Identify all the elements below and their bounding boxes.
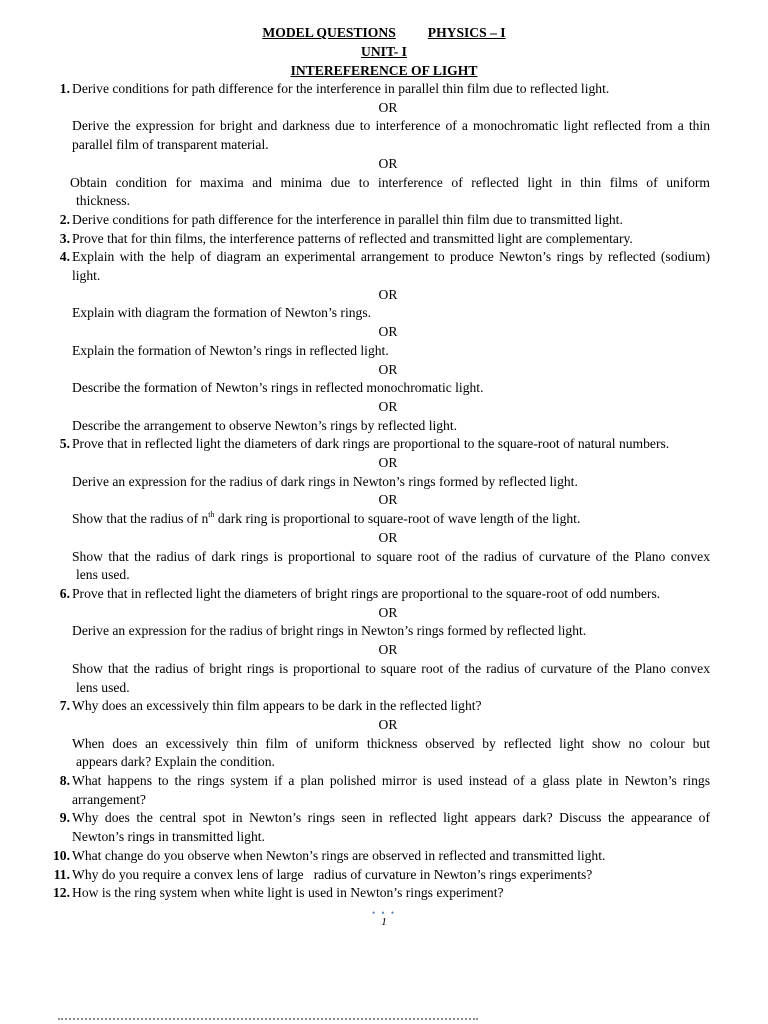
page-number-value: 1 <box>381 916 387 928</box>
question-10 <box>0 847 768 866</box>
question-text: Derive conditions for path difference for the interference in parallel thin film due to transmitted light. <box>72 211 623 227</box>
or-separator: OR <box>378 99 398 115</box>
superscript-th: th <box>208 510 215 520</box>
question-text: What happens to the rings system if a plan polished mirror is used instead of a glass plate in Newton’s rings <box>72 773 710 789</box>
or-separator: OR <box>378 286 398 302</box>
question-text: Why does the central spot in Newton’s rings seen in reflected light appears dark? Discuss the appearance of <box>72 810 710 826</box>
question-number: 4. <box>59 249 70 265</box>
or-separator: OR <box>378 455 398 471</box>
question-number: 5. <box>59 436 70 452</box>
alternative-question-continuation: thickness. <box>76 193 130 209</box>
alternative-question-continuation: lens used. <box>76 567 130 583</box>
alternative-text-end: dark ring is proportional to square-root of wave length of the light. <box>214 511 581 527</box>
alternative-question-continuation: appears dark? Explain the condition. <box>76 754 275 770</box>
question-3 <box>0 230 768 249</box>
alternative-question: Derive the expression for bright and darkness due to interference of a monochromatic light reflected from a thin parallel film of transparent material. <box>72 118 710 153</box>
question-text: Explain with the help of diagram an experimental arrangement to produce Newton’s rings by reflected (sodium) <box>72 249 710 265</box>
question-text: Why does an excessively thin film appears to be dark in the reflected light? <box>72 698 482 714</box>
unit-heading: UNIT- I <box>361 44 407 59</box>
alternative-question: Explain with diagram the formation of Newton’s rings. <box>72 305 372 321</box>
or-separator: OR <box>378 324 398 340</box>
question-number: 2. <box>59 211 70 227</box>
question-2 <box>0 211 768 230</box>
continuation-text: light. <box>72 268 101 284</box>
question-7 <box>0 697 768 716</box>
page-number <box>364 910 404 929</box>
title-subject: PHYSICS – I <box>427 25 506 40</box>
question-5 <box>0 435 768 454</box>
question-number: 10. <box>53 847 70 863</box>
alternative-question: Derive an expression for the radius of dark rings in Newton’s rings formed by reflected light. <box>72 473 578 489</box>
question-list <box>0 80 768 903</box>
question-12 <box>0 884 768 903</box>
alternative-question-line <box>0 192 768 211</box>
question-number: 7. <box>59 698 70 714</box>
question-8 <box>0 772 768 791</box>
or-separator: OR <box>378 529 398 545</box>
alternative-question-line: Show that the radius of dark rings is proportional to square root of the radius of curvature of the Plano convex <box>72 548 710 564</box>
question-number: 1. <box>59 81 70 96</box>
or-separator: OR <box>378 398 398 414</box>
alternative-text-start: Show that the radius of n <box>72 511 209 527</box>
question-text: Prove that in reflected light the diameters of dark rings are proportional to the square-root of natural numbers. <box>72 436 670 452</box>
alternative-question: Describe the arrangement to observe Newton’s rings by reflected light. <box>72 417 458 433</box>
question-number: 6. <box>59 585 70 601</box>
or-separator: OR <box>378 492 398 508</box>
question-text-continuation <box>0 828 768 847</box>
or-separator: OR <box>378 361 398 377</box>
question-text: Derive conditions for path difference for the interference in parallel thin film due to reflected light. <box>72 81 610 96</box>
question-text: Prove that in reflected light the diameters of bright rings are proportional to the square-root of odd numbers. <box>72 585 661 601</box>
document-title <box>0 24 768 43</box>
question-11 <box>0 866 768 885</box>
alternative-question: Describe the formation of Newton’s rings in reflected monochromatic light. <box>72 380 484 396</box>
page-number-dots: • • • <box>372 908 396 918</box>
title-model-questions: MODEL QUESTIONS <box>262 25 396 40</box>
or-separator: OR <box>378 642 398 658</box>
alternative-question <box>0 510 768 529</box>
question-4 <box>0 248 768 267</box>
alternative-question-line: Obtain condition for maxima and minima due to interference of reflected light in thin films of uniform <box>70 174 710 190</box>
alternative-question-line <box>0 679 768 698</box>
question-number: 9. <box>59 810 70 826</box>
alternative-question-line <box>0 753 768 772</box>
alternative-question-line <box>0 566 768 585</box>
continuation-text: Newton’s rings in transmitted light. <box>72 829 265 845</box>
question-number: 8. <box>59 773 70 789</box>
question-text: How is the ring system when white light is used in Newton’s rings experiment? <box>72 885 504 901</box>
or-separator: OR <box>378 604 398 620</box>
alternative-question: Derive an expression for the radius of bright rings in Newton’s rings formed by reflected light. <box>72 623 587 639</box>
question-number: 3. <box>59 230 70 246</box>
question-9 <box>0 809 768 828</box>
question-text: Why do you require a convex lens of large radius of curvature in Newton’s rings experiments? <box>72 866 593 882</box>
question-number: 11. <box>53 866 70 882</box>
alternative-question: Explain the formation of Newton’s rings in reflected light. <box>72 342 389 358</box>
alternative-question-line: Show that the radius of bright rings is proportional to square root of the radius of curvature of the Plano convex <box>72 660 710 676</box>
or-separator: OR <box>378 716 398 732</box>
question-text: Prove that for thin films, the interference patterns of reflected and transmitted light are complementary. <box>72 230 633 246</box>
alternative-question-line: When does an excessively thin film of uniform thickness observed by reflected light show no colour but <box>72 735 710 751</box>
question-1 <box>0 80 768 99</box>
topic-heading: INTEREFERENCE OF LIGHT <box>290 63 478 78</box>
alternative-question-continuation: lens used. <box>76 679 130 695</box>
or-separator: OR <box>378 155 398 171</box>
question-text-continuation <box>0 791 768 810</box>
question-number: 12. <box>53 885 70 901</box>
question-text: What change do you observe when Newton’s rings are observed in reflected and transmitted light. <box>72 847 606 863</box>
question-6 <box>0 585 768 604</box>
continuation-text: arrangement? <box>72 791 146 807</box>
next-page-cutoff <box>58 1016 558 1024</box>
question-text-continuation <box>0 267 768 286</box>
